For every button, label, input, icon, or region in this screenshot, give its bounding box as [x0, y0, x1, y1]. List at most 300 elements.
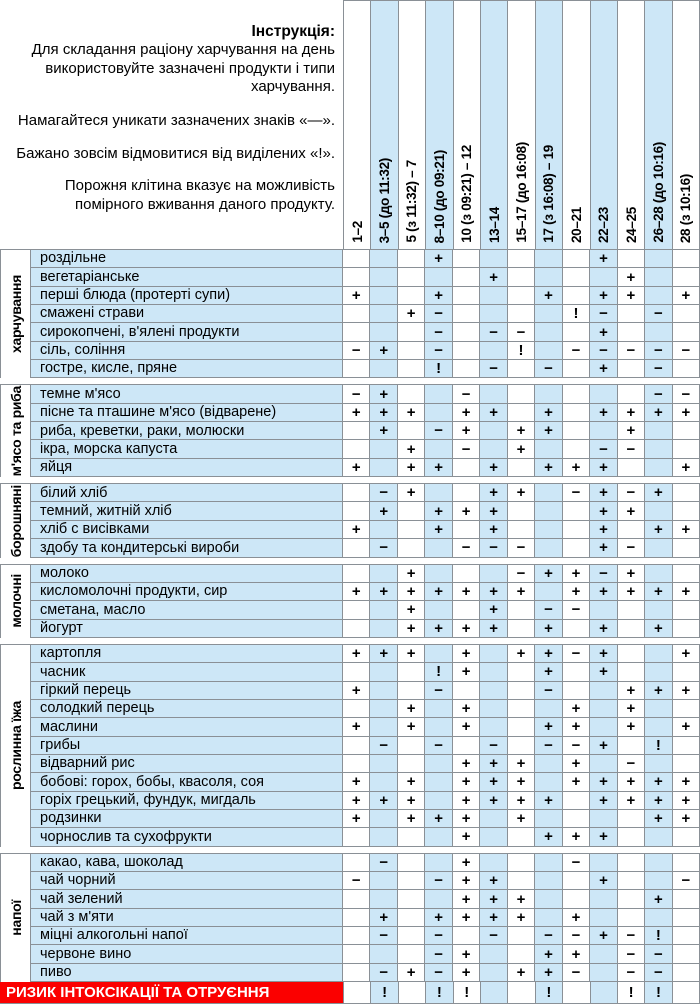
group-label: харчування — [7, 275, 24, 354]
grid-cell — [425, 700, 452, 717]
grid-cell — [398, 502, 425, 519]
grid-cell: + — [398, 810, 425, 827]
grid-cell — [370, 945, 397, 962]
day-column-label: 20–21 — [568, 206, 584, 243]
grid-cell: − — [645, 964, 672, 981]
grid-cell — [563, 323, 590, 340]
grid-cell: + — [425, 502, 452, 519]
grid-cell — [344, 982, 371, 1003]
product-label: роздільне — [31, 250, 343, 267]
grid-cell — [370, 601, 397, 618]
grid-cell: + — [590, 404, 617, 421]
day-column-header — [591, 1, 618, 249]
grid-cell: + — [645, 792, 672, 809]
product-row — [31, 927, 699, 945]
food-group — [0, 853, 700, 982]
grid-cell — [563, 360, 590, 377]
product-row — [31, 792, 699, 810]
grid-cell: + — [343, 583, 370, 600]
grid-cell: + — [370, 792, 397, 809]
grid-cell: + — [453, 872, 480, 889]
product-label: чай зелений — [31, 890, 343, 907]
group-rows — [31, 385, 699, 477]
grid-cell: + — [535, 620, 562, 637]
grid-cell: + — [480, 890, 507, 907]
grid-cell — [481, 982, 508, 1003]
grid-cell: ! — [645, 982, 672, 1003]
grid-cell — [618, 872, 645, 889]
grid-cell: + — [535, 718, 562, 735]
grid-cell: − — [425, 323, 452, 340]
grid-cell: + — [398, 601, 425, 618]
grid-cell — [370, 773, 397, 790]
grid-cell: + — [590, 502, 617, 519]
grid-cell — [370, 521, 397, 538]
product-row — [31, 828, 699, 846]
grid-cell: + — [398, 459, 425, 476]
grid-cell: + — [681, 520, 691, 538]
grid-cell — [425, 385, 452, 402]
day-column-header — [618, 1, 645, 249]
product-label: риба, креветки, раки, молюски — [31, 422, 343, 439]
grid-cell — [563, 810, 590, 827]
day-column-header — [645, 1, 672, 249]
product-row — [31, 601, 699, 619]
product-label: часник — [31, 663, 343, 680]
grid-cell — [453, 565, 480, 582]
product-row — [31, 663, 699, 681]
grid-cell: + — [480, 601, 507, 618]
grid-cell: − — [645, 342, 672, 359]
grid-cell: + — [398, 700, 425, 717]
grid-cell — [343, 700, 370, 717]
grid-cell: + — [681, 458, 691, 476]
grid-cell: + — [480, 872, 507, 889]
product-label: картопля — [31, 645, 343, 662]
product-row — [31, 872, 699, 890]
grid-cell: + — [590, 620, 617, 637]
grid-cell: − — [645, 385, 672, 402]
grid-cell: + — [425, 620, 452, 637]
grid-cell: − — [535, 682, 562, 699]
day-column-label: 28 (з 10:16) — [678, 173, 694, 243]
grid-cell: − — [681, 341, 691, 359]
grid-cell — [645, 645, 672, 662]
product-row — [31, 250, 699, 268]
grid-cell — [618, 305, 645, 322]
grid-cell: − — [618, 945, 645, 962]
grid-cell — [563, 521, 590, 538]
grid-cell: + — [681, 681, 691, 699]
grid-cell — [618, 385, 645, 402]
grid-cell: + — [425, 583, 452, 600]
grid-cell: + — [563, 909, 590, 926]
product-row — [31, 323, 699, 341]
grid-cell: + — [453, 583, 480, 600]
grid-cell — [508, 663, 535, 680]
grid-cell: − — [343, 872, 370, 889]
product-label: солодкий перець — [31, 700, 343, 717]
grid-cell: + — [645, 890, 672, 907]
grid-cell: + — [681, 645, 691, 663]
day-column-header — [399, 1, 426, 249]
grid-cell: − — [535, 601, 562, 618]
grid-cell — [563, 890, 590, 907]
grid-cell — [398, 909, 425, 926]
grid-cell: − — [370, 854, 397, 871]
grid-cell: + — [508, 422, 535, 439]
grid-cell — [398, 422, 425, 439]
grid-cell: + — [480, 484, 507, 501]
grid-cell — [563, 792, 590, 809]
grid-cell: + — [508, 440, 535, 457]
grid-cell — [535, 342, 562, 359]
grid-cell — [370, 323, 397, 340]
grid-cell: − — [563, 484, 590, 501]
grid-cell: + — [453, 755, 480, 772]
grid-cell: − — [370, 539, 397, 556]
grid-cell — [563, 268, 590, 285]
grid-cell — [343, 360, 370, 377]
grid-cell: + — [618, 502, 645, 519]
grid-cell — [398, 385, 425, 402]
grid-cell: − — [681, 872, 691, 890]
day-column-header — [481, 1, 508, 249]
grid-cell — [673, 539, 699, 556]
grid-cell — [645, 440, 672, 457]
grid-cell — [673, 927, 699, 944]
grid-cell — [645, 718, 672, 735]
day-column-label: 26–28 (до 10:16) — [650, 142, 666, 243]
grid-cell: + — [563, 755, 590, 772]
grid-cell — [535, 305, 562, 322]
grid-cell — [370, 810, 397, 827]
grid-cell: + — [370, 385, 397, 402]
grid-cell: + — [618, 404, 645, 421]
day-column-header — [673, 1, 699, 249]
grid-cell — [508, 872, 535, 889]
grid-cell: + — [425, 810, 452, 827]
grid-cell: + — [590, 539, 617, 556]
grid-cell — [618, 663, 645, 680]
grid-cell — [480, 305, 507, 322]
grid-cell: + — [453, 422, 480, 439]
grid-cell: + — [425, 250, 452, 267]
grid-cell — [590, 854, 617, 871]
grid-cell — [480, 342, 507, 359]
grid-cell — [535, 854, 562, 871]
grid-cell — [398, 828, 425, 845]
grid-cell — [343, 927, 370, 944]
product-label: кисломолочні продукти, сир — [31, 583, 343, 600]
grid-cell — [508, 404, 535, 421]
grid-cell: − — [453, 385, 480, 402]
grid-cell: + — [453, 645, 480, 662]
product-label: темне м'ясо — [31, 385, 343, 402]
grid-cell — [398, 287, 425, 304]
grid-cell — [673, 982, 699, 1003]
product-label: пиво — [31, 964, 343, 981]
grid-cell: + — [480, 502, 507, 519]
grid-cell: − — [370, 927, 397, 944]
grid-cell — [398, 927, 425, 944]
day-column-header — [563, 1, 590, 249]
grid-cell: + — [508, 909, 535, 926]
grid-cell — [673, 484, 699, 501]
grid-cell — [425, 890, 452, 907]
grid-cell: − — [453, 539, 480, 556]
grid-cell — [453, 287, 480, 304]
grid-cell — [618, 645, 645, 662]
grid-cell: + — [618, 718, 645, 735]
grid-cell — [508, 385, 535, 402]
product-row — [31, 890, 699, 908]
grid-cell — [590, 890, 617, 907]
product-row — [31, 718, 699, 736]
grid-cell — [673, 890, 699, 907]
grid-cell — [508, 700, 535, 717]
grid-cell: + — [508, 484, 535, 501]
grid-cell: + — [453, 964, 480, 981]
grid-cell — [563, 682, 590, 699]
grid-cell: + — [370, 909, 397, 926]
grid-cell — [425, 755, 452, 772]
grid-cell: + — [343, 682, 370, 699]
grid-cell: − — [535, 360, 562, 377]
grid-cell: + — [590, 323, 617, 340]
grid-cell — [645, 250, 672, 267]
grid-cell — [370, 872, 397, 889]
group-label: м'ясо та риба — [7, 386, 24, 477]
grid-cell — [398, 682, 425, 699]
product-label: хліб с висівками — [31, 521, 343, 538]
grid-cell: + — [618, 268, 645, 285]
grid-cell — [343, 755, 370, 772]
grid-cell: − — [343, 342, 370, 359]
grid-cell: + — [343, 521, 370, 538]
grid-cell: − — [425, 927, 452, 944]
grid-cell: + — [618, 422, 645, 439]
grid-cell: + — [370, 422, 397, 439]
grid-cell — [563, 422, 590, 439]
grid-cell — [343, 890, 370, 907]
grid-cell — [645, 268, 672, 285]
grid-cell — [590, 964, 617, 981]
grid-cell: + — [398, 484, 425, 501]
grid-cell: + — [453, 773, 480, 790]
grid-cell — [370, 360, 397, 377]
grid-cell — [343, 440, 370, 457]
grid-cell: + — [398, 440, 425, 457]
product-row — [31, 682, 699, 700]
grid-cell: + — [590, 663, 617, 680]
grid-cell: + — [563, 718, 590, 735]
instructions-paragraph: Намагайтеся уникати зазначених знаків «—». — [17, 112, 335, 129]
product-label: ікра, морска капуста — [31, 440, 343, 457]
grid-cell — [508, 927, 535, 944]
grid-cell — [480, 810, 507, 827]
grid-cell: + — [645, 583, 672, 600]
grid-cell — [673, 700, 699, 717]
grid-cell: + — [480, 909, 507, 926]
grid-cell: ! — [425, 663, 452, 680]
grid-cell: − — [645, 360, 672, 377]
product-row — [31, 484, 699, 502]
grid-cell — [508, 268, 535, 285]
grid-cell — [508, 718, 535, 735]
grid-cell: ! — [508, 342, 535, 359]
group-label: борошняні — [7, 484, 24, 557]
grid-cell — [673, 945, 699, 962]
grid-cell: − — [590, 305, 617, 322]
grid-cell — [343, 484, 370, 501]
grid-cell: − — [425, 305, 452, 322]
grid-cell — [673, 422, 699, 439]
grid-cell: + — [590, 792, 617, 809]
grid-cell — [673, 854, 699, 871]
day-column-header — [371, 1, 398, 249]
grid-cell — [508, 250, 535, 267]
grid-cell: + — [480, 583, 507, 600]
grid-cell — [535, 773, 562, 790]
grid-cell — [398, 521, 425, 538]
grid-cell — [645, 502, 672, 519]
grid-cell — [563, 872, 590, 889]
grid-cell: + — [370, 583, 397, 600]
product-label: бобові: горох, бобы, квасоля, соя — [31, 773, 343, 790]
grid-cell — [618, 620, 645, 637]
grid-cell — [370, 890, 397, 907]
grid-cell — [673, 502, 699, 519]
instructions-paragraph: Бажано зовсім відмовитися від виділених «!». — [16, 144, 335, 162]
grid-cell: + — [535, 459, 562, 476]
grid-cell: + — [480, 773, 507, 790]
grid-cell — [535, 268, 562, 285]
grid-cell — [618, 828, 645, 845]
grid-cell: ! — [536, 982, 563, 1003]
grid-cell — [535, 583, 562, 600]
product-row — [31, 945, 699, 963]
group-label-cell — [0, 484, 31, 557]
grid-cell: − — [618, 539, 645, 556]
grid-cell: + — [508, 645, 535, 662]
product-row — [31, 583, 699, 601]
grid-cell: − — [618, 964, 645, 981]
grid-cell: + — [563, 700, 590, 717]
grid-cell: + — [508, 583, 535, 600]
grid-cell: + — [508, 792, 535, 809]
grid-cell: + — [398, 620, 425, 637]
grid-cell: + — [508, 810, 535, 827]
product-row — [31, 645, 699, 663]
product-row — [31, 422, 699, 440]
grid-cell: + — [480, 404, 507, 421]
grid-cell: − — [453, 440, 480, 457]
grid-cell — [673, 964, 699, 981]
grid-cell — [370, 718, 397, 735]
grid-cell — [508, 502, 535, 519]
grid-cell — [645, 565, 672, 582]
grid-cell: + — [590, 737, 617, 754]
product-label: молоко — [31, 565, 343, 582]
product-label: відварний рис — [31, 755, 343, 772]
grid-cell — [618, 909, 645, 926]
grid-cell: − — [480, 539, 507, 556]
grid-cell — [343, 737, 370, 754]
grid-cell — [645, 828, 672, 845]
grid-cell — [370, 828, 397, 845]
grid-cell: − — [480, 737, 507, 754]
day-column-label: 17 (з 16:08) – 19 — [541, 145, 557, 243]
grid-cell: − — [480, 360, 507, 377]
grid-cell: + — [618, 682, 645, 699]
grid-cell — [535, 539, 562, 556]
grid-cell — [535, 385, 562, 402]
grid-cell — [480, 663, 507, 680]
grid-cell — [398, 872, 425, 889]
grid-cell — [398, 323, 425, 340]
grid-cell — [453, 459, 480, 476]
grid-cell: + — [480, 620, 507, 637]
day-column-label: 10 (з 09:21) – 12 — [459, 145, 475, 243]
grid-cell — [398, 890, 425, 907]
grid-cell — [508, 945, 535, 962]
grid-cell — [673, 737, 699, 754]
product-label: смажені страви — [31, 305, 343, 322]
group-label-cell — [0, 385, 31, 477]
grid-cell — [508, 459, 535, 476]
grid-cell: + — [535, 945, 562, 962]
day-column-label: 3–5 (до 11:32) — [377, 157, 393, 243]
grid-cell — [343, 323, 370, 340]
day-column-label: 13–14 — [486, 206, 502, 243]
product-row — [31, 700, 699, 718]
grid-cell — [508, 620, 535, 637]
grid-cell: + — [590, 828, 617, 845]
risk-row-cells — [343, 982, 700, 1003]
grid-cell: + — [563, 828, 590, 845]
grid-cell: − — [618, 927, 645, 944]
grid-cell — [590, 682, 617, 699]
grid-cell — [370, 620, 397, 637]
grid-cell — [563, 982, 590, 1003]
product-row — [31, 459, 699, 477]
grid-cell — [480, 854, 507, 871]
grid-cell: + — [563, 583, 590, 600]
grid-cell — [645, 700, 672, 717]
grid-cell — [398, 854, 425, 871]
grid-cell: + — [618, 700, 645, 717]
product-row — [31, 287, 699, 305]
grid-cell — [480, 964, 507, 981]
group-rows — [31, 565, 699, 638]
grid-cell: + — [618, 565, 645, 582]
grid-cell: + — [590, 773, 617, 790]
grid-cell: − — [425, 945, 452, 962]
day-column-label: 1–2 — [349, 221, 365, 243]
grid-cell: + — [535, 404, 562, 421]
grid-cell — [535, 872, 562, 889]
group-rows — [31, 645, 699, 847]
grid-cell — [673, 565, 699, 582]
group-label-cell — [0, 854, 31, 982]
grid-cell: ! — [454, 982, 481, 1003]
grid-cell — [343, 502, 370, 519]
grid-cell — [535, 700, 562, 717]
food-group — [0, 564, 700, 638]
product-row — [31, 909, 699, 927]
grid-cell: − — [681, 385, 691, 403]
